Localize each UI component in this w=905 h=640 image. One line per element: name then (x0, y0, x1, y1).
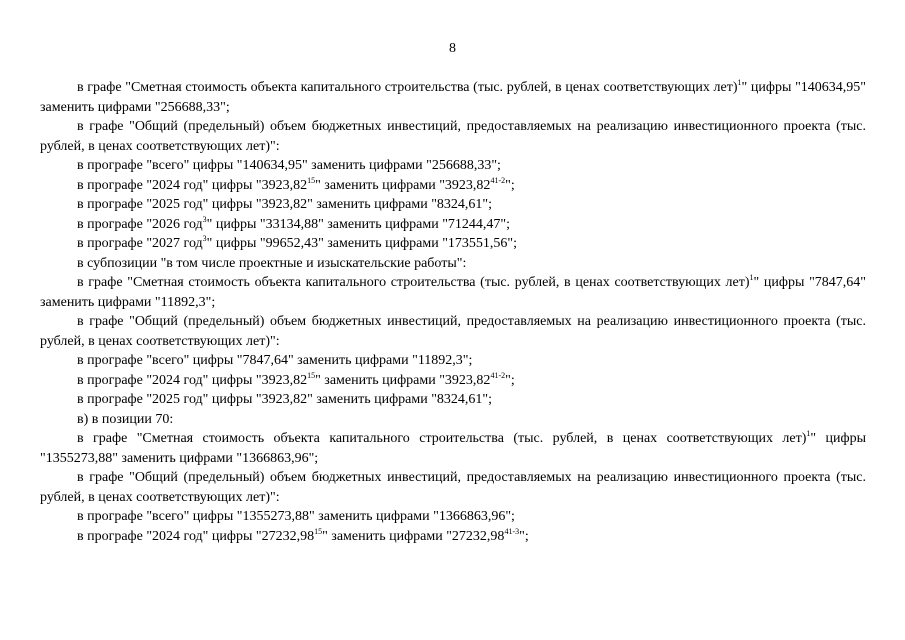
footnote-marker: 1 (806, 429, 811, 438)
paragraph-text: " заменить цифрами "3923,82 (315, 372, 491, 388)
paragraph (40, 78, 866, 117)
footnote-marker: 3 (202, 214, 207, 224)
paragraph (40, 156, 866, 176)
paragraph (40, 176, 866, 196)
paragraph-text: " цифры "140634,95" заменить цифрами "256688,33"; (40, 80, 867, 115)
paragraph-text: в прографе "всего" цифры "7847,64" заменить цифрами "11892,3"; (77, 353, 473, 368)
paragraph-text: "; (505, 372, 515, 388)
paragraph (40, 507, 866, 527)
footnote-marker: 41-2 (490, 175, 506, 185)
paragraph (40, 390, 866, 410)
paragraph-text: в графе "Общий (предельный) объем бюджетных инвестиций, предоставляемых на реализацию инвестиционного проекта (тыс. рублей, в ценах соответствующих лет)": (40, 314, 866, 349)
paragraph-text: в прографе "всего" цифры "1355273,88" заменить цифрами "1366863,96"; (77, 509, 515, 524)
paragraph-text: " цифры "33134,88" заменить цифрами "71244,47"; (206, 216, 511, 232)
paragraph (40, 273, 866, 312)
paragraph (40, 351, 866, 371)
paragraph (40, 117, 866, 156)
paragraph-text: в прографе "всего" цифры "140634,95" заменить цифрами "256688,33"; (77, 158, 501, 173)
paragraph (40, 215, 866, 235)
paragraph-text: в прографе "2027 год (77, 236, 203, 251)
paragraph-text: " заменить цифрами "3923,82 (315, 177, 491, 193)
paragraph (40, 195, 866, 215)
footnote-marker: 15 (314, 526, 323, 536)
paragraph-text: в прографе "2026 год (77, 216, 203, 232)
footnote-marker: 1 (749, 273, 754, 282)
paragraph-text: в прографе "2025 год" цифры "3923,82" заменить цифрами "8324,61"; (77, 392, 493, 407)
footnote-marker: 41-2 (490, 370, 506, 380)
footnote-marker: 1 (737, 78, 742, 87)
paragraph-text: в прографе "2024 год" цифры "27232,98 (77, 528, 315, 544)
paragraph (40, 254, 866, 274)
paragraph (40, 234, 866, 254)
paragraph-text: "; (505, 177, 515, 193)
paragraph-text: в графе "Общий (предельный) объем бюджетных инвестиций, предоставляемых на реализацию инвестиционного проекта (тыс. рублей, в ценах соответствующих лет)": (40, 470, 866, 505)
paragraph-text: " цифры "99652,43" заменить цифрами "173551,56"; (206, 236, 518, 251)
footnote-marker: 3 (202, 234, 207, 243)
footnote-marker: 41-3 (504, 526, 520, 536)
paragraph (40, 468, 866, 507)
paragraph-text: " цифры "7847,64" заменить цифрами "11892,3"; (40, 275, 867, 310)
paragraph (40, 312, 866, 351)
paragraph-text: в прографе "2024 год" цифры "3923,82 (77, 177, 308, 193)
paragraph (40, 429, 866, 468)
paragraph-text: в графе "Сметная стоимость объекта капитального строительства (тыс. рублей, в ценах соответствующих лет) (77, 80, 738, 95)
footnote-marker: 15 (307, 370, 316, 380)
page-number: 8 (449, 41, 456, 56)
footnote-marker: 15 (307, 175, 316, 185)
paragraph-text: в) в позиции 70: (77, 411, 174, 427)
paragraph-text: в прографе "2025 год" цифры "3923,82" заменить цифрами "8324,61"; (77, 197, 493, 212)
paragraph-text: в графе "Сметная стоимость объекта капитального строительства (тыс. рублей, в ценах соответствующих лет) (77, 431, 807, 446)
paragraph (40, 410, 866, 430)
paragraph-text: в графе "Общий (предельный) объем бюджетных инвестиций, предоставляемых на реализацию инвестиционного проекта (тыс. рублей, в ценах соответствующих лет)": (40, 119, 866, 154)
paragraph-text: в графе "Сметная стоимость объекта капитального строительства (тыс. рублей, в ценах соответствующих лет) (77, 275, 750, 290)
paragraph-text: в прографе "2024 год" цифры "3923,82 (77, 372, 308, 388)
paragraph-text: " заменить цифрами "27232,98 (322, 528, 505, 544)
paragraph-text: " цифры "1355273,88" заменить цифрами "1366863,96"; (40, 431, 867, 466)
paragraph (40, 527, 866, 547)
document-body (40, 78, 866, 546)
paragraph (40, 371, 866, 391)
paragraph-text: в субпозиции "в том числе проектные и изыскательские работы": (77, 255, 467, 271)
paragraph-text: "; (519, 528, 529, 544)
